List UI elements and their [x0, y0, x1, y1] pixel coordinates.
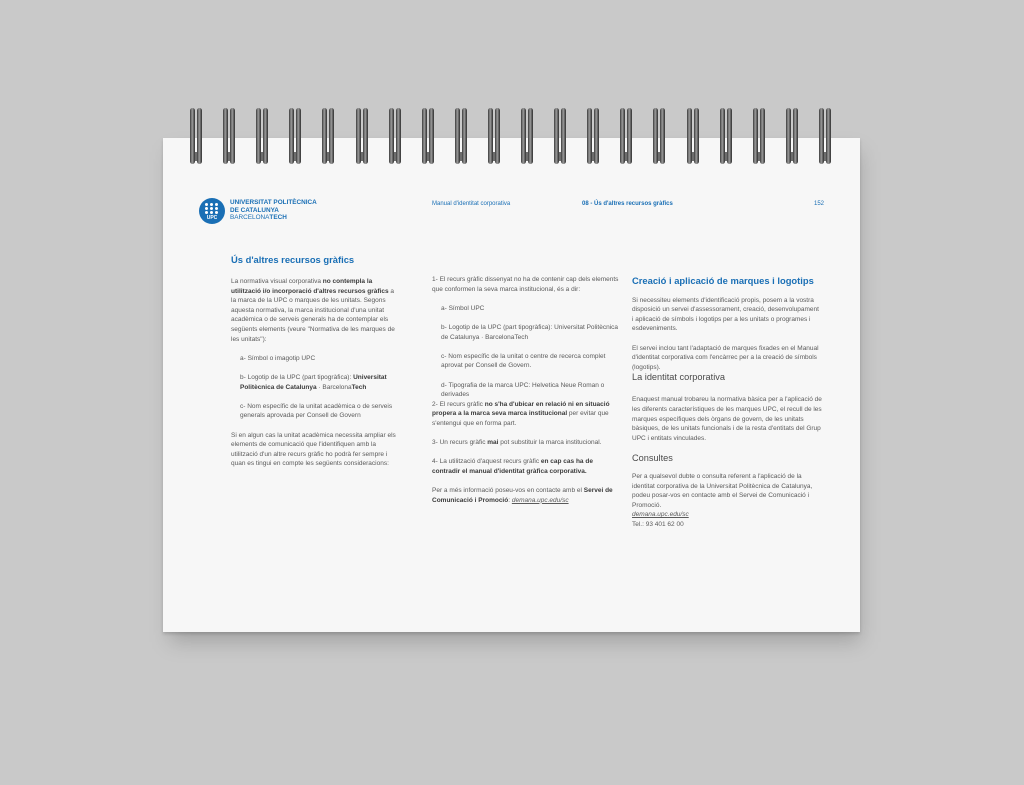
list-item: c- Nom específic de la unitat acadèmica o de serveis generals aprovada per Consell de Govern — [240, 402, 393, 420]
paragraph: 2- El recurs gràfic no s'ha d'ubicar en relació ni en situació propera a la marca seva marca institucional per evitar que s'entengui que en forma part. — [432, 400, 610, 427]
paragraph: 3- Un recurs gràfic mai pot substituir la marca institucional. — [432, 439, 602, 447]
contact-link[interactable]: demana.upc.edu/sc — [511, 496, 569, 504]
column-3 — [632, 275, 822, 529]
paragraph: 4- La utilització d'aquest recurs gràfic en cap cas ha de contradir el manual d'identitat gràfica corporativa. — [432, 458, 593, 475]
column-1 — [231, 254, 399, 478]
subheading-identitat: La identitat corporativa — [632, 372, 725, 383]
list-item: a- Símbol o imagotip UPC — [240, 354, 316, 362]
upc-logo-text: UNIVERSITAT POLITÈCNICA DE CATALUNYA BARCELONATECH — [230, 199, 317, 221]
upc-logo — [199, 198, 339, 226]
column-2 — [432, 275, 621, 515]
list-item: b- Logotip de la UPC (part tipogràfica): Universitat Politècnica de Catalunya · BarcelonaTech — [441, 323, 619, 341]
paragraph: La normativa visual corporativa no contempla la utilització i/o incorporació d'altres recursos gràfics a la marca de la UPC o marques de les unitats. Segons aquesta normativa, la marca institucional d'una unitat acadèmica o de serveis generals ha de contemplar els següents elements (veure "Normativa de les marques de les unitats"): — [231, 278, 395, 343]
paragraph: Per a qualsevol dubte o consulta referent a l'aplicació de la identitat corporativa de la Universitat Politècnica de Catalunya, podeu posar-vos en contacte amb el Servei de Comunicació i Promoció. — [632, 472, 813, 509]
section-title: 08 - Ús d'altres recursos gràfics — [582, 201, 673, 207]
manual-title: Manual d'identitat corporativa — [432, 201, 511, 207]
column-3-heading: Creació i aplicació de marques i logotips — [632, 275, 814, 286]
paragraph: Si necessiteu elements d'identificació propis, posem a la vostra disposició un servei d'assessorament, creació, desenvolupament i aplicació de símbols i logotips per a les unitats o programes i esdeveniments. — [632, 296, 819, 333]
paragraph: El servei inclou tant l'adaptació de marques fixades en el Manual d'identitat corporativa com l'encàrrec per a la creació de símbols (logotips). — [632, 344, 819, 371]
list-item: d- Tipografia de la marca UPC: Helvetica Neue Roman o derivades — [441, 381, 605, 399]
list-item: c- Nom específic de la unitat o centre de recerca complet aprovat per Consell de Govern. — [441, 352, 606, 370]
paragraph: 1- El recurs gràfic dissenyat no ha de contenir cap dels elements que conformen la seva marca institucional, és a dir: — [432, 276, 619, 293]
subheading-consultes: Consultes — [632, 452, 673, 463]
list-item: a- Símbol UPC — [441, 304, 485, 312]
paragraph: Enaquest manual trobareu la normativa bàsica per a l'aplicació de les diferents característiques de les marques UPC, el recull de les marques específiques dels òrgans de govern, de les unitats bàsiques, de les unitats funcionals i de la resta d'entitats del Grup UPC i entitats vinculades. — [632, 396, 822, 442]
column-1-heading: Ús d'altres recursos gràfics — [231, 254, 355, 265]
paragraph: Si en algun cas la unitat acadèmica necessita ampliar els elements de comunicació que l'identifiquen amb la utilització d'un altre recurs gràfic ho podrà fer sempre i quan es tingui en compte les següents consideracions: — [231, 431, 396, 468]
list-item: b- Logotip de la UPC (part tipogràfica): Universitat Politècnica de Catalunya · BarcelonaTech — [240, 373, 387, 391]
phone-number: Tel.: 93 401 62 00 — [632, 520, 684, 528]
page-number: 152 — [814, 201, 825, 207]
contact-link[interactable]: demana.upc.edu/sc — [632, 511, 689, 519]
upc-logo-mark: UPC — [199, 198, 225, 224]
paragraph: Per a més informació poseu-vos en contacte amb el Servei de Comunicació i Promoció: demana.upc.edu/sc — [432, 487, 613, 504]
